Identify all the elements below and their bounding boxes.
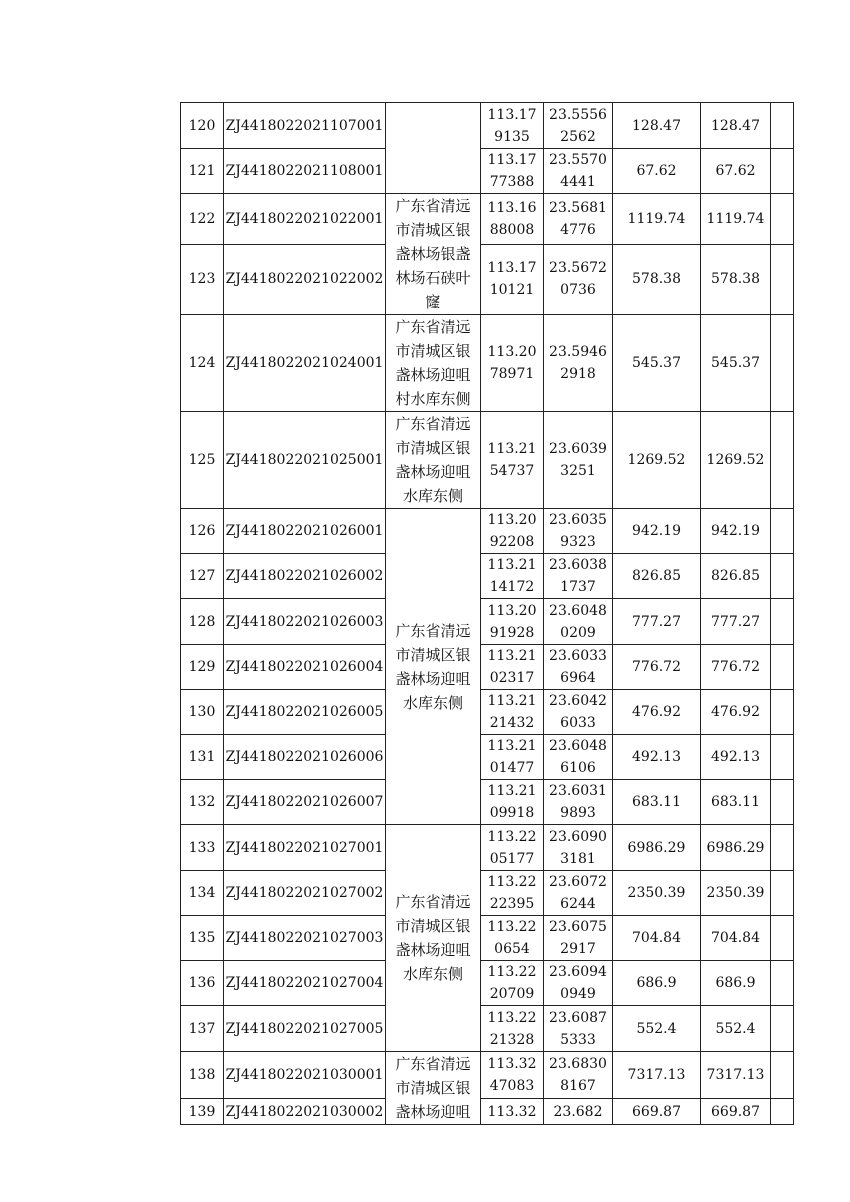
parcel-code-cell: ZJ4418022021026002 — [224, 554, 386, 599]
area-cell: 67.62 — [613, 149, 701, 194]
latitude-cell: 23.60381737 — [544, 554, 613, 599]
row-number-cell: 120 — [181, 103, 224, 149]
area-verified-cell: 67.62 — [701, 149, 771, 194]
table-row — [181, 961, 794, 1006]
area-cell: 492.13 — [613, 735, 701, 780]
table-row — [181, 735, 794, 780]
row-number-cell: 124 — [181, 315, 224, 412]
longitude-cell: 113.220654 — [481, 916, 544, 961]
longitude-cell: 113.2221328 — [481, 1006, 544, 1052]
area-cell: 552.4 — [613, 1006, 701, 1052]
area-verified-cell: 492.13 — [701, 735, 771, 780]
longitude-cell: 113.2205177 — [481, 825, 544, 871]
row-number-cell: 134 — [181, 871, 224, 916]
area-cell: 683.11 — [613, 780, 701, 825]
table-row — [181, 599, 794, 645]
location-cell: 广东省清远市清城区银盏林场银盏林场石硖叶窿 — [386, 194, 481, 315]
remarks-cell — [771, 599, 794, 645]
parcel-table-body — [181, 103, 794, 1125]
parcel-table — [180, 102, 794, 1125]
location-cell: 广东省清远市清城区银盏林场迎咀村水库东侧 — [386, 315, 481, 412]
remarks-cell — [771, 412, 794, 509]
area-verified-cell: 7317.13 — [701, 1052, 771, 1099]
latitude-cell: 23.55704441 — [544, 149, 613, 194]
row-number-cell: 127 — [181, 554, 224, 599]
area-cell: 6986.29 — [613, 825, 701, 871]
row-number-cell: 129 — [181, 645, 224, 690]
row-number-cell: 128 — [181, 599, 224, 645]
parcel-code-cell: ZJ4418022021026005 — [224, 690, 386, 735]
parcel-code-cell: ZJ4418022021107001 — [224, 103, 386, 149]
row-number-cell: 121 — [181, 149, 224, 194]
table-row — [181, 412, 794, 509]
latitude-cell: 23.60426033 — [544, 690, 613, 735]
row-number-cell: 122 — [181, 194, 224, 245]
remarks-cell — [771, 645, 794, 690]
area-cell: 777.27 — [613, 599, 701, 645]
area-verified-cell: 777.27 — [701, 599, 771, 645]
longitude-cell: 113.179135 — [481, 103, 544, 149]
longitude-cell: 113.1710121 — [481, 244, 544, 314]
area-verified-cell: 2350.39 — [701, 871, 771, 916]
latitude-cell: 23.56814776 — [544, 194, 613, 245]
row-number-cell: 126 — [181, 509, 224, 554]
longitude-cell: 113.3247083 — [481, 1052, 544, 1099]
parcel-code-cell: ZJ4418022021027004 — [224, 961, 386, 1006]
area-cell: 704.84 — [613, 916, 701, 961]
table-row — [181, 194, 794, 245]
remarks-cell — [771, 194, 794, 245]
row-number-cell: 130 — [181, 690, 224, 735]
area-verified-cell: 476.92 — [701, 690, 771, 735]
parcel-code-cell: ZJ4418022021026003 — [224, 599, 386, 645]
row-number-cell: 139 — [181, 1099, 224, 1125]
longitude-cell: 113.2092208 — [481, 509, 544, 554]
latitude-cell: 23.60903181 — [544, 825, 613, 871]
area-cell: 7317.13 — [613, 1052, 701, 1099]
table-row — [181, 315, 794, 412]
table-row — [181, 690, 794, 735]
area-verified-cell: 6986.29 — [701, 825, 771, 871]
location-cell: 广东省清远市清城区银盏林场迎咀水库东侧 — [386, 509, 481, 825]
row-number-cell: 125 — [181, 412, 224, 509]
latitude-cell: 23.60336964 — [544, 645, 613, 690]
remarks-cell — [771, 1099, 794, 1125]
remarks-cell — [771, 103, 794, 149]
longitude-cell: 113.2154737 — [481, 412, 544, 509]
longitude-cell: 113.1688008 — [481, 194, 544, 245]
table-row — [181, 916, 794, 961]
area-verified-cell: 1119.74 — [701, 194, 771, 245]
latitude-cell: 23.68308167 — [544, 1052, 613, 1099]
table-row — [181, 509, 794, 554]
table-row — [181, 1099, 794, 1125]
area-verified-cell: 776.72 — [701, 645, 771, 690]
table-row — [181, 780, 794, 825]
remarks-cell — [771, 554, 794, 599]
latitude-cell: 23.55562562 — [544, 103, 613, 149]
latitude-cell: 23.60359323 — [544, 509, 613, 554]
remarks-cell — [771, 780, 794, 825]
remarks-cell — [771, 244, 794, 314]
parcel-code-cell: ZJ4418022021027005 — [224, 1006, 386, 1052]
area-cell: 942.19 — [613, 509, 701, 554]
area-verified-cell: 669.87 — [701, 1099, 771, 1125]
area-verified-cell: 942.19 — [701, 509, 771, 554]
parcel-code-cell: ZJ4418022021022002 — [224, 244, 386, 314]
table-row — [181, 554, 794, 599]
latitude-cell: 23.60940949 — [544, 961, 613, 1006]
remarks-cell — [771, 961, 794, 1006]
area-cell: 545.37 — [613, 315, 701, 412]
latitude-cell: 23.60752917 — [544, 916, 613, 961]
area-cell: 826.85 — [613, 554, 701, 599]
row-number-cell: 136 — [181, 961, 224, 1006]
parcel-code-cell: ZJ4418022021026004 — [224, 645, 386, 690]
row-number-cell: 133 — [181, 825, 224, 871]
parcel-code-cell: ZJ4418022021027001 — [224, 825, 386, 871]
remarks-cell — [771, 690, 794, 735]
parcel-code-cell: ZJ4418022021024001 — [224, 315, 386, 412]
remarks-cell — [771, 916, 794, 961]
longitude-cell: 113.2220709 — [481, 961, 544, 1006]
table-row — [181, 1006, 794, 1052]
latitude-cell: 23.60319893 — [544, 780, 613, 825]
parcel-code-cell: ZJ4418022021025001 — [224, 412, 386, 509]
remarks-cell — [771, 1006, 794, 1052]
area-verified-cell: 1269.52 — [701, 412, 771, 509]
latitude-cell: 23.59462918 — [544, 315, 613, 412]
area-cell: 669.87 — [613, 1099, 701, 1125]
parcel-code-cell: ZJ4418022021030002 — [224, 1099, 386, 1125]
parcel-code-cell: ZJ4418022021022001 — [224, 194, 386, 245]
row-number-cell: 123 — [181, 244, 224, 314]
latitude-cell: 23.60486106 — [544, 735, 613, 780]
location-cell: 广东省清远市清城区银盏林场迎咀水库东侧 — [386, 412, 481, 509]
area-cell: 1119.74 — [613, 194, 701, 245]
table-row — [181, 645, 794, 690]
latitude-cell: 23.60393251 — [544, 412, 613, 509]
table-row — [181, 149, 794, 194]
latitude-cell: 23.60875333 — [544, 1006, 613, 1052]
row-number-cell: 137 — [181, 1006, 224, 1052]
table-row — [181, 244, 794, 314]
area-verified-cell: 826.85 — [701, 554, 771, 599]
longitude-cell: 113.2101477 — [481, 735, 544, 780]
latitude-cell: 23.60726244 — [544, 871, 613, 916]
area-cell: 686.9 — [613, 961, 701, 1006]
area-verified-cell: 128.47 — [701, 103, 771, 149]
row-number-cell: 138 — [181, 1052, 224, 1099]
remarks-cell — [771, 509, 794, 554]
table-row — [181, 825, 794, 871]
remarks-cell — [771, 1052, 794, 1099]
area-verified-cell: 704.84 — [701, 916, 771, 961]
longitude-cell: 113.1777388 — [481, 149, 544, 194]
latitude-cell: 23.56720736 — [544, 244, 613, 314]
longitude-cell: 113.2222395 — [481, 871, 544, 916]
area-verified-cell: 683.11 — [701, 780, 771, 825]
parcel-code-cell: ZJ4418022021026006 — [224, 735, 386, 780]
remarks-cell — [771, 735, 794, 780]
longitude-cell: 113.2121432 — [481, 690, 544, 735]
parcel-code-cell: ZJ4418022021108001 — [224, 149, 386, 194]
location-cell: 广东省清远市清城区银盏林场迎咀水库东侧 — [386, 825, 481, 1052]
table-row — [181, 871, 794, 916]
latitude-cell: 23.60480209 — [544, 599, 613, 645]
area-cell: 476.92 — [613, 690, 701, 735]
parcel-code-cell: ZJ4418022021026007 — [224, 780, 386, 825]
parcel-code-cell: ZJ4418022021027003 — [224, 916, 386, 961]
area-cell: 128.47 — [613, 103, 701, 149]
parcel-code-cell: ZJ4418022021027002 — [224, 871, 386, 916]
area-verified-cell: 552.4 — [701, 1006, 771, 1052]
row-number-cell: 131 — [181, 735, 224, 780]
longitude-cell: 113.2091928 — [481, 599, 544, 645]
remarks-cell — [771, 871, 794, 916]
longitude-cell: 113.32 — [481, 1099, 544, 1125]
area-verified-cell: 686.9 — [701, 961, 771, 1006]
area-cell: 1269.52 — [613, 412, 701, 509]
row-number-cell: 132 — [181, 780, 224, 825]
longitude-cell: 113.2114172 — [481, 554, 544, 599]
table-row — [181, 1052, 794, 1099]
longitude-cell: 113.2102317 — [481, 645, 544, 690]
location-cell: 广东省清远市清城区银盏林场迎咀 — [386, 1052, 481, 1125]
area-cell: 2350.39 — [613, 871, 701, 916]
longitude-cell: 113.2109918 — [481, 780, 544, 825]
location-cell — [386, 103, 481, 194]
area-cell: 578.38 — [613, 244, 701, 314]
latitude-cell: 23.682 — [544, 1099, 613, 1125]
parcel-code-cell: ZJ4418022021030001 — [224, 1052, 386, 1099]
row-number-cell: 135 — [181, 916, 224, 961]
area-verified-cell: 578.38 — [701, 244, 771, 314]
remarks-cell — [771, 315, 794, 412]
area-cell: 776.72 — [613, 645, 701, 690]
remarks-cell — [771, 149, 794, 194]
table-row — [181, 103, 794, 149]
longitude-cell: 113.2078971 — [481, 315, 544, 412]
remarks-cell — [771, 825, 794, 871]
area-verified-cell: 545.37 — [701, 315, 771, 412]
parcel-code-cell: ZJ4418022021026001 — [224, 509, 386, 554]
